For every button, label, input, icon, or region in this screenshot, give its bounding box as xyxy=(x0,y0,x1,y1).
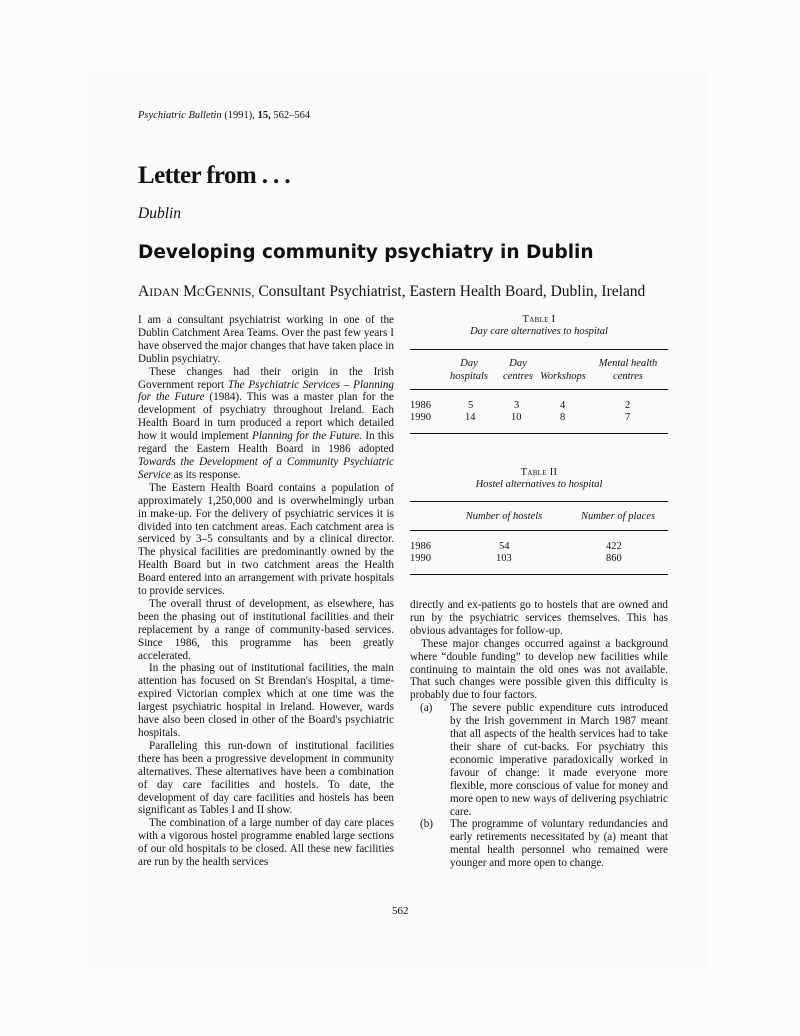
list-label: (b) xyxy=(420,818,433,831)
paragraph: I am a consultant psychiatrist working in one of the Dublin Catchment Area Teams. Over the past few years I have observed the major changes that have taken place in Dublin psychiatry. xyxy=(138,314,394,365)
table-rule xyxy=(410,574,668,575)
table-cell: 1990 xyxy=(410,412,431,423)
table-rule xyxy=(410,433,668,434)
table-rule xyxy=(410,501,668,502)
list-item xyxy=(410,818,668,870)
paragraph: The overall thrust of development, as elsewhere, has been the phasing out of institutional facilities and their replacement by a range of community-based services. Since 1986, this programme has been greatly accelerated. xyxy=(138,597,394,662)
paragraph: These major changes occurred against a background where “double funding” to develop new facilities while continuing to maintain the old ones was not available. That such changes were possible given this difficulty is probably due to four factors. xyxy=(410,637,668,702)
table-cell: 422 xyxy=(606,541,622,552)
table-rule xyxy=(410,349,668,350)
table-caption: Table II xyxy=(520,467,558,478)
journal-name: Psychiatric Bulletin xyxy=(138,110,222,121)
author-last-rest: ENNIS, xyxy=(216,285,255,299)
table-header: Number of places xyxy=(580,511,656,522)
table-cell: 5 xyxy=(468,400,474,411)
article-title: Developing community psychiatry in Dublin xyxy=(138,242,594,263)
page-number: 562 xyxy=(392,905,409,917)
journal-year: (1991), xyxy=(224,110,255,121)
table-header: Day centres xyxy=(503,358,533,382)
table-2 xyxy=(410,467,668,579)
list-text: The programme of voluntary redundancies and early retirements necessitated by (a) meant that mental health personnel who remained were younger and more open to change. xyxy=(450,818,668,870)
list-item xyxy=(410,702,668,818)
table-cell: 10 xyxy=(511,412,522,423)
list-label: (a) xyxy=(420,702,433,715)
table-header: Workshops xyxy=(540,370,586,382)
author-last-m: M xyxy=(183,283,197,300)
table-cell: 860 xyxy=(606,553,622,564)
left-column xyxy=(138,314,394,869)
journal-volume: 15, xyxy=(257,110,271,121)
table-cell: 4 xyxy=(560,400,566,411)
table-cell: 1990 xyxy=(410,553,431,564)
table-cell: 2 xyxy=(625,400,631,411)
table-rule xyxy=(410,530,668,531)
city-subtitle: Dublin xyxy=(138,205,182,222)
table-cell: 103 xyxy=(496,553,512,564)
table-cell: 8 xyxy=(560,412,566,423)
list-text: The severe public expenditure cuts introduced by the Irish government in March 1987 meant that all aspects of the health services had to take their share of cut-backs. For psychiatry this economic imperative paradoxically worked in favour of change: it made everyone more flexible, more conscious of value for money and more open to new ways of delivering psychiatric care. xyxy=(450,702,668,818)
table-header: Number of hostels xyxy=(465,511,543,522)
table-1 xyxy=(410,314,668,438)
author-first-rest: IDAN xyxy=(149,285,180,299)
table-cell: 14 xyxy=(465,412,476,423)
table-caption: Table I xyxy=(522,314,556,325)
table-rule xyxy=(410,389,668,390)
right-column xyxy=(410,599,668,870)
author-first-initial: A xyxy=(138,283,150,300)
table-header: Mental health centres xyxy=(598,358,658,382)
author-affiliation: Consultant Psychiatrist, Eastern Health Board, Dublin, Ireland xyxy=(258,283,646,300)
table-cell: 1986 xyxy=(410,400,431,411)
table-subtitle: Hostel alternatives to hospital xyxy=(475,479,603,490)
table-cell: 3 xyxy=(514,400,520,411)
paragraph: These changes had their origin in the Irish Government report The Psychiatric Services – Planning for the Future (1984). This was a master plan for the development of psychiatry throughout Ireland. Each Health Board in turn produced a report which detailed how it would implement Planning for the Future. In this regard the Eastern Health Board in 1986 adopted Towards the Development of a Community Psychiatric Service as its response. xyxy=(138,365,395,481)
paragraph: The Eastern Health Board contains a population of approximately 1,250,000 and is overwhelmingly urban in make-up. For the delivery of psychiatric services it is divided into ten catchment areas. Each catchment area is serviced by 3–5 consultants and by a clinical director. The physical facilities are predominantly owned by the Health Board but in two catchment areas the Health Board entered into an arrangement with private hospitals to provide services. xyxy=(138,481,394,598)
journal-citation xyxy=(138,110,310,121)
table-header: Day hospitals xyxy=(450,358,488,382)
author-byline xyxy=(138,283,645,301)
author-last-c: C xyxy=(196,285,205,299)
letter-title: Letter from . . . xyxy=(138,162,291,189)
paragraph: In the phasing out of institutional facilities, the main attention has focused on St Brendan's Hospital, a time-expired Victorian complex which at one time was the largest psychiatric hospital in Ireland. However, wards have also been closed in other of the Board's psychiatric hospitals. xyxy=(138,662,394,739)
paragraph: The combination of a large number of day care places with a vigorous hostel programme enabled large sections of our old hospitals to be closed. All these new facilities are run by the health services xyxy=(138,817,394,869)
table-cell: 54 xyxy=(499,541,510,552)
table-cell: 1986 xyxy=(410,541,431,552)
paragraph: Paralleling this run-down of institutional facilities there has been a progressive development in community alternatives. These alternatives have been a combination of day care facilities and hostels. To date, the development of day care facilities and hostels has been significant as Tables I and II show. xyxy=(138,739,394,817)
journal-pages: 562–564 xyxy=(273,110,311,121)
table-cell: 7 xyxy=(625,412,631,423)
author-last-g: G xyxy=(204,283,217,300)
table-subtitle: Day care alternatives to hospital xyxy=(470,326,608,337)
paragraph: directly and ex-patients go to hostels that are owned and run by the psychiatric services themselves. This has obvious advantages for follow-up. xyxy=(410,599,668,637)
